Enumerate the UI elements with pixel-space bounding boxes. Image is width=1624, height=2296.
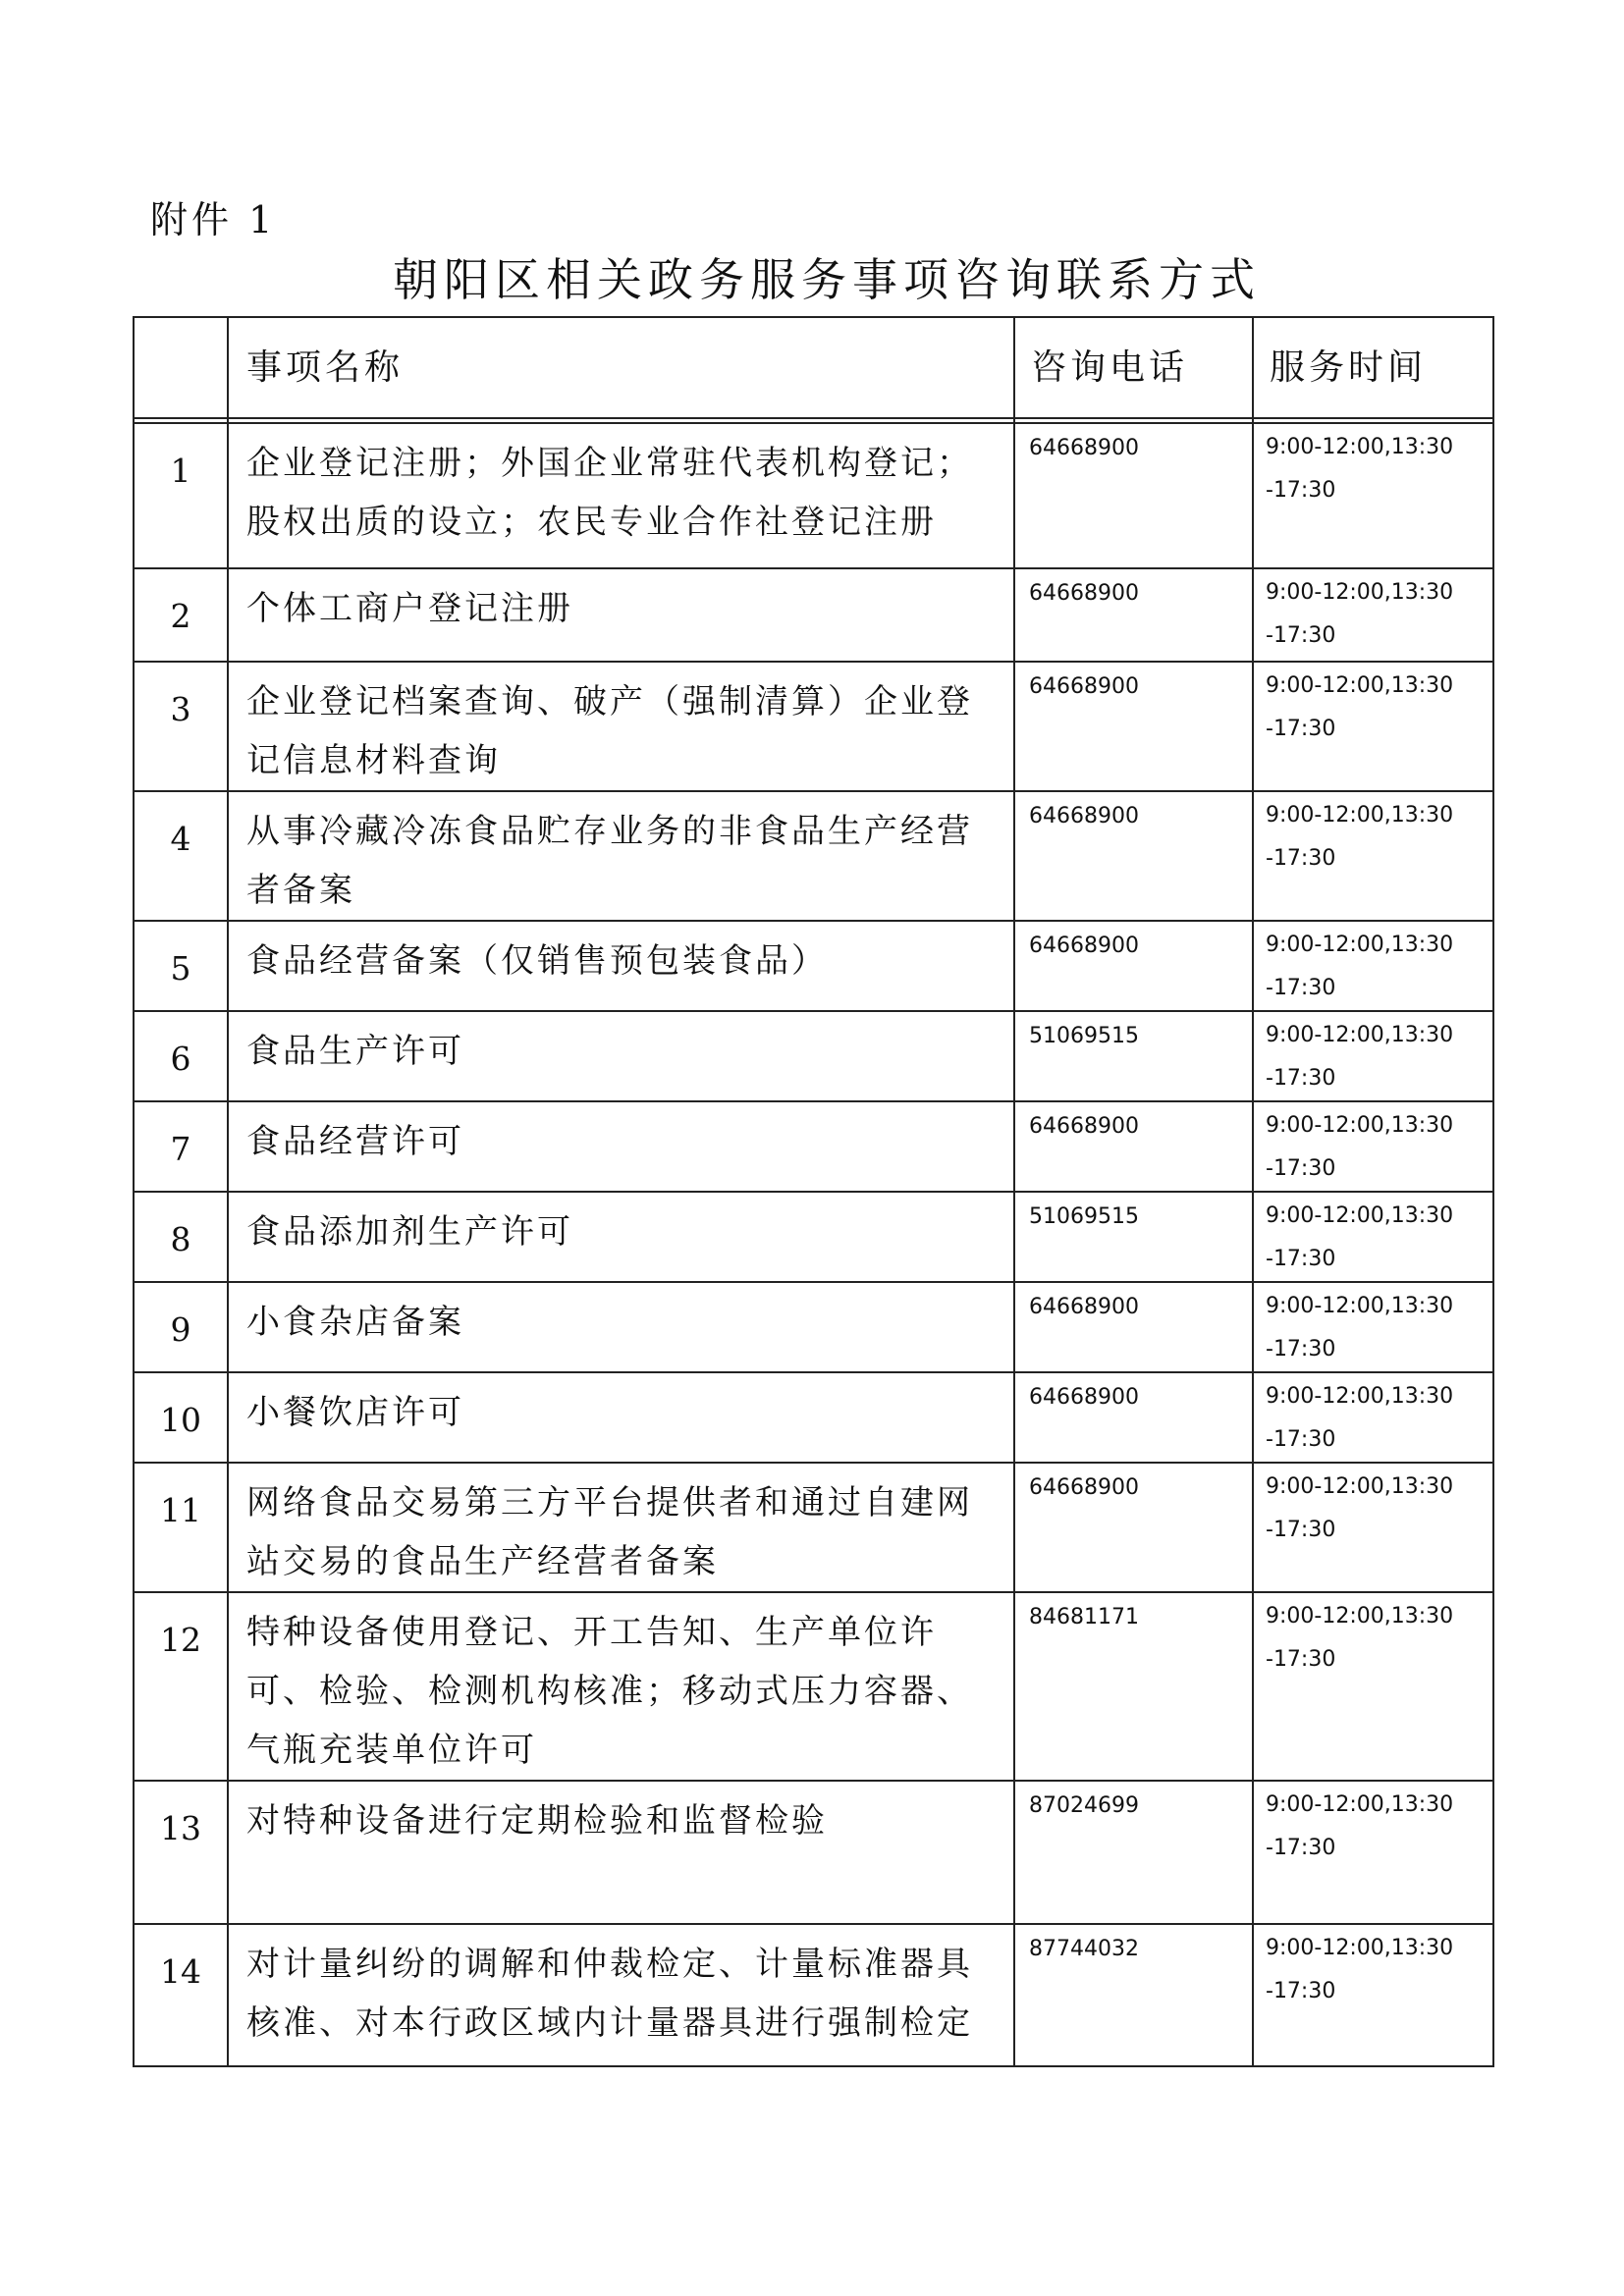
- item-name: 对计量纠纷的调解和仲裁检定、计量标准器具核准、对本行政区域内计量器具进行强制检定: [228, 1924, 1014, 2066]
- contact-table: [133, 316, 1494, 2067]
- table-row: [134, 423, 1493, 568]
- header-item-name: 事项名称: [228, 317, 1014, 418]
- table-row: [134, 791, 1493, 921]
- attachment-label: 附件 1: [150, 198, 277, 241]
- service-time: 9:00-12:00,13:30 -17:30: [1253, 568, 1493, 662]
- table-row: [134, 1592, 1493, 1781]
- service-time: 9:00-12:00,13:30 -17:30: [1253, 1372, 1493, 1463]
- service-time: 9:00-12:00,13:30 -17:30: [1253, 1192, 1493, 1282]
- service-time: 9:00-12:00,13:30 -17:30: [1253, 1282, 1493, 1372]
- table-row: [134, 1924, 1493, 2066]
- item-name: 企业登记档案查询、破产（强制清算）企业登记信息材料查询: [228, 662, 1014, 791]
- table-body: [134, 418, 1493, 2066]
- table-row: [134, 1463, 1493, 1592]
- row-number: 14: [134, 1924, 228, 2066]
- service-time: 9:00-12:00,13:30 -17:30: [1253, 1781, 1493, 1924]
- consult-phone: 64668900: [1014, 1101, 1253, 1192]
- table-row: [134, 1192, 1493, 1282]
- table-row: [134, 1372, 1493, 1463]
- item-name: 网络食品交易第三方平台提供者和通过自建网站交易的食品生产经营者备案: [228, 1463, 1014, 1592]
- item-name: 个体工商户登记注册: [228, 568, 1014, 662]
- table-row: [134, 568, 1493, 662]
- row-number: 9: [134, 1282, 228, 1372]
- item-name: 食品生产许可: [228, 1011, 1014, 1101]
- consult-phone: 64668900: [1014, 568, 1253, 662]
- consult-phone: 64668900: [1014, 662, 1253, 791]
- table-row: [134, 1781, 1493, 1924]
- item-name: 企业登记注册；外国企业常驻代表机构登记；股权出质的设立；农民专业合作社登记注册: [228, 423, 1014, 568]
- service-time: 9:00-12:00,13:30 -17:30: [1253, 791, 1493, 921]
- row-number: 10: [134, 1372, 228, 1463]
- row-number: 4: [134, 791, 228, 921]
- service-time: 9:00-12:00,13:30 -17:30: [1253, 1101, 1493, 1192]
- row-number: 12: [134, 1592, 228, 1781]
- row-number: 2: [134, 568, 228, 662]
- row-number: 5: [134, 921, 228, 1011]
- item-name: 从事冷藏冷冻食品贮存业务的非食品生产经营者备案: [228, 791, 1014, 921]
- row-number: 8: [134, 1192, 228, 1282]
- table-row: [134, 1282, 1493, 1372]
- item-name: 食品经营备案（仅销售预包装食品）: [228, 921, 1014, 1011]
- page-title: 朝阳区相关政务服务事项咨询联系方式: [393, 253, 1261, 306]
- item-name: 小食杂店备案: [228, 1282, 1014, 1372]
- header-service-time: 服务时间: [1253, 317, 1493, 418]
- table-row: [134, 662, 1493, 791]
- row-number: 1: [134, 423, 228, 568]
- table-row: [134, 1011, 1493, 1101]
- row-number: 11: [134, 1463, 228, 1592]
- header-no: [134, 317, 228, 418]
- service-time: 9:00-12:00,13:30 -17:30: [1253, 921, 1493, 1011]
- service-time: 9:00-12:00,13:30 -17:30: [1253, 1011, 1493, 1101]
- row-number: 7: [134, 1101, 228, 1192]
- consult-phone: 84681171: [1014, 1592, 1253, 1781]
- consult-phone: 51069515: [1014, 1011, 1253, 1101]
- service-time: 9:00-12:00,13:30 -17:30: [1253, 1924, 1493, 2066]
- consult-phone: 87744032: [1014, 1924, 1253, 2066]
- service-time: 9:00-12:00,13:30 -17:30: [1253, 1592, 1493, 1781]
- item-name: 食品添加剂生产许可: [228, 1192, 1014, 1282]
- consult-phone: 64668900: [1014, 1282, 1253, 1372]
- item-name: 特种设备使用登记、开工告知、生产单位许可、检验、检测机构核准；移动式压力容器、气瓶充装单位许可: [228, 1592, 1014, 1781]
- consult-phone: 64668900: [1014, 1463, 1253, 1592]
- service-time: 9:00-12:00,13:30 -17:30: [1253, 1463, 1493, 1592]
- item-name: 对特种设备进行定期检验和监督检验: [228, 1781, 1014, 1924]
- consult-phone: 64668900: [1014, 791, 1253, 921]
- row-number: 3: [134, 662, 228, 791]
- consult-phone: 87024699: [1014, 1781, 1253, 1924]
- consult-phone: 51069515: [1014, 1192, 1253, 1282]
- consult-phone: 64668900: [1014, 921, 1253, 1011]
- item-name: 小餐饮店许可: [228, 1372, 1014, 1463]
- row-number: 13: [134, 1781, 228, 1924]
- service-time: 9:00-12:00,13:30 -17:30: [1253, 662, 1493, 791]
- service-time: 9:00-12:00,13:30 -17:30: [1253, 423, 1493, 568]
- table-header-row: [134, 317, 1493, 418]
- consult-phone: 64668900: [1014, 1372, 1253, 1463]
- consult-phone: 64668900: [1014, 423, 1253, 568]
- row-number: 6: [134, 1011, 228, 1101]
- item-name: 食品经营许可: [228, 1101, 1014, 1192]
- table-row: [134, 1101, 1493, 1192]
- header-phone: 咨询电话: [1014, 317, 1253, 418]
- table-row: [134, 921, 1493, 1011]
